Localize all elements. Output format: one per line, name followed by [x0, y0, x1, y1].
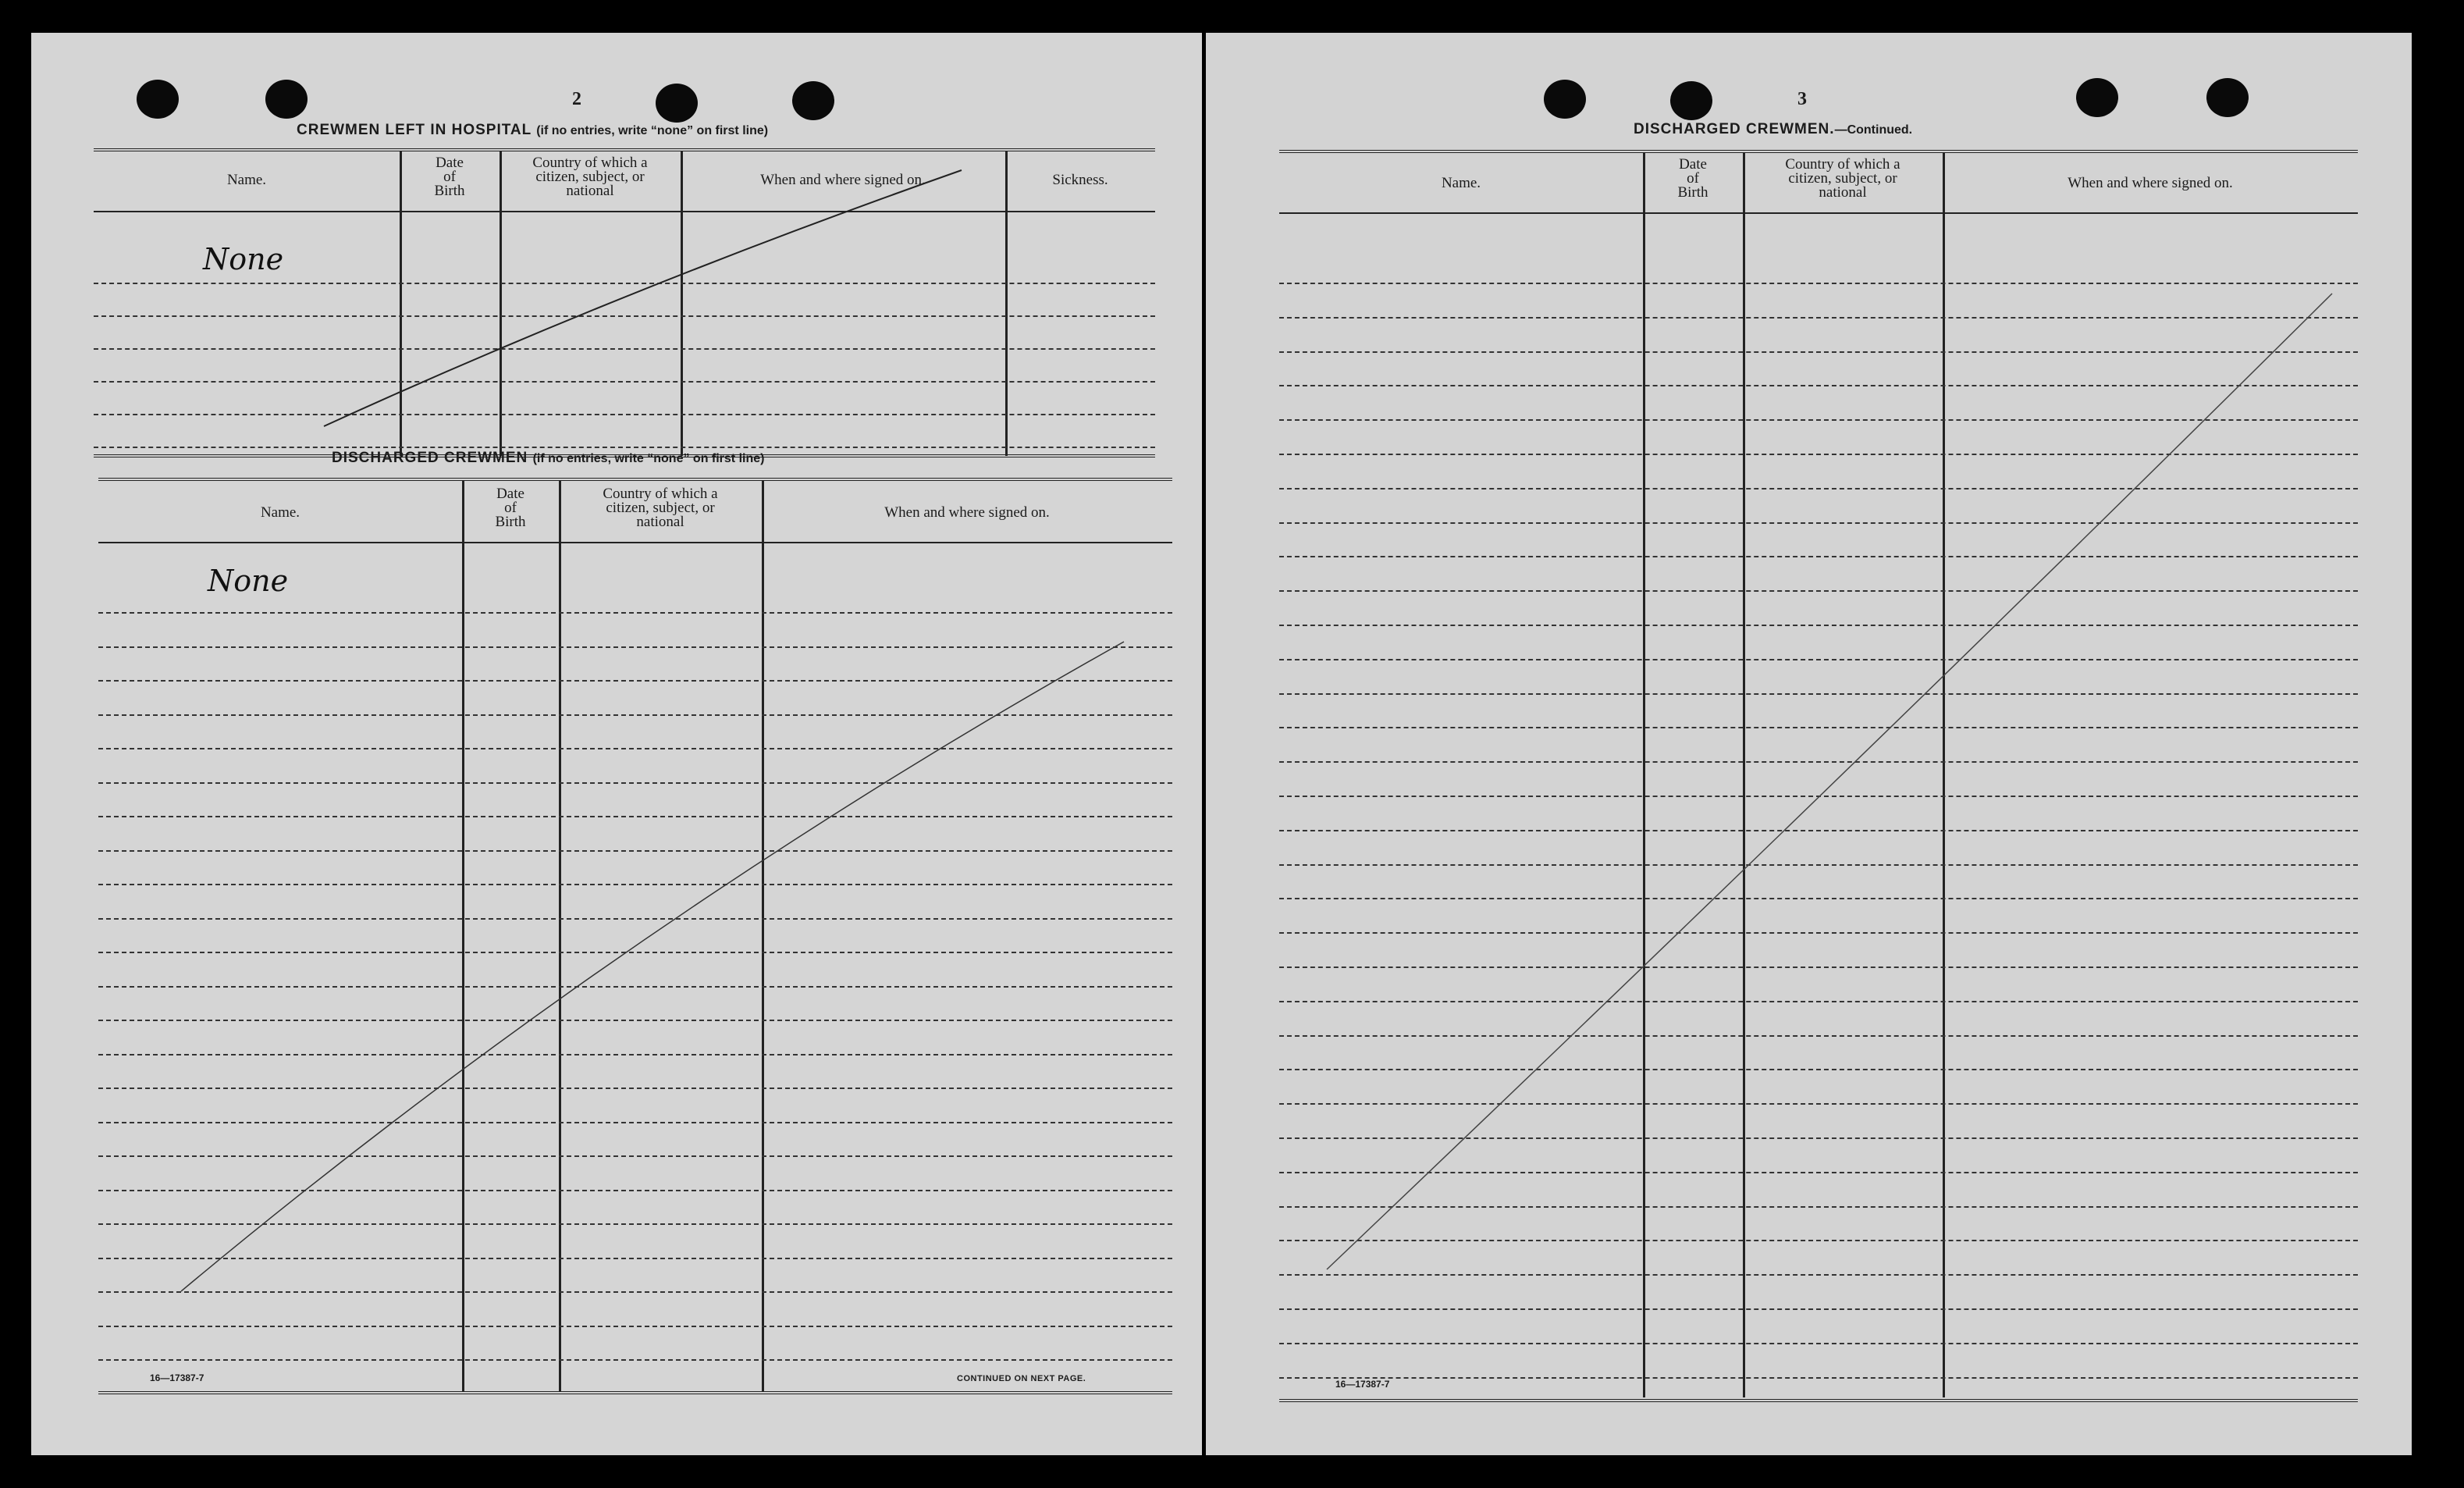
column-header-date-of-birth: Date of Birth: [495, 486, 526, 530]
punch-hole: [2076, 78, 2118, 117]
column-header-name: Name.: [1441, 175, 1481, 191]
hospital-table: [94, 148, 1155, 461]
entry-line: [1279, 385, 2358, 386]
table-top-rule: [98, 478, 1172, 481]
entry-line: [1279, 966, 2358, 968]
entry-line: [94, 414, 1155, 415]
entry-line: [1279, 590, 2358, 592]
form-code: 16—17387-7: [150, 1372, 204, 1383]
entry-line: [98, 1291, 1172, 1293]
entry-line: [1279, 1206, 2358, 1208]
column-header-country: Country of which a citizen, subject, or national: [603, 486, 718, 530]
entry-line: [98, 1020, 1172, 1021]
entry-line: [1279, 659, 2358, 660]
continued-title-text: DISCHARGED CREWMEN.: [1634, 121, 1835, 137]
right-page: [1206, 33, 2412, 1455]
entry-line: [98, 748, 1172, 749]
table-header-rule: [1279, 212, 2358, 214]
discharged-continued-table: [1279, 150, 2358, 1405]
entry-line: [98, 1190, 1172, 1191]
column-header-country: Country of which a citizen, subject, or national: [1785, 156, 1900, 201]
entry-line: [98, 646, 1172, 648]
entry-line: [98, 850, 1172, 852]
punch-hole: [265, 80, 308, 119]
entry-line: [1279, 556, 2358, 557]
discharged-section-title: [332, 450, 764, 467]
table-bottom-rule: [1279, 1399, 2358, 1402]
entry-line: [1279, 693, 2358, 695]
handwritten-entry: None: [208, 564, 289, 598]
entry-line: [1279, 522, 2358, 524]
column-divider: [1643, 153, 1645, 1397]
column-divider: [1743, 153, 1745, 1397]
entry-line: [1279, 317, 2358, 319]
hospital-title-text: CREWMEN LEFT IN HOSPITAL: [297, 122, 532, 138]
entry-line: [98, 680, 1172, 682]
entry-line: [98, 1223, 1172, 1225]
entry-line: [1279, 932, 2358, 934]
column-header-signed-on: When and where signed on.: [2068, 175, 2233, 191]
punch-hole: [1544, 80, 1586, 119]
punch-hole: [656, 84, 698, 123]
column-header-signed-on: When and where signed on.: [760, 172, 926, 188]
discharged-title-text: DISCHARGED CREWMEN: [332, 450, 528, 466]
handwritten-entry: None: [203, 242, 284, 276]
column-header-date-of-birth: Date of Birth: [434, 155, 465, 199]
entry-line: [1279, 796, 2358, 797]
column-divider: [762, 481, 764, 1391]
punch-hole: [137, 80, 179, 119]
entry-line: [98, 1088, 1172, 1089]
entry-line: [1279, 1377, 2358, 1379]
entry-line: [1279, 1308, 2358, 1310]
column-divider: [681, 151, 683, 456]
entry-line: [98, 782, 1172, 784]
entry-line: [1279, 727, 2358, 728]
column-header-signed-on: When and where signed on.: [884, 504, 1050, 521]
entry-line: [94, 283, 1155, 284]
entry-line: [98, 1122, 1172, 1123]
discharged-title-note: (if no entries, write “none” on first line): [532, 452, 765, 465]
entry-line: [98, 884, 1172, 885]
entry-line: [1279, 1035, 2358, 1037]
left-page: [31, 33, 1202, 1455]
entry-line: [98, 1258, 1172, 1259]
entry-line: [1279, 1069, 2358, 1070]
entry-line: [1279, 898, 2358, 899]
entry-line: [98, 714, 1172, 716]
form-code: 16—17387-7: [1335, 1379, 1390, 1390]
entry-line: [98, 1054, 1172, 1055]
entry-line: [98, 1326, 1172, 1327]
entry-line: [1279, 351, 2358, 353]
column-header-date-of-birth: Date of Birth: [1677, 156, 1708, 201]
entry-line: [94, 348, 1155, 350]
column-divider: [559, 481, 561, 1391]
entry-line: [98, 952, 1172, 953]
column-divider: [1943, 153, 1945, 1397]
entry-line: [1279, 283, 2358, 284]
table-top-rule: [1279, 150, 2358, 153]
punch-hole: [792, 81, 834, 120]
page-number: 3: [1797, 89, 1807, 109]
entry-line: [1279, 1103, 2358, 1105]
table-bottom-rule: [98, 1391, 1172, 1394]
entry-line: [94, 315, 1155, 317]
table-header-rule: [94, 211, 1155, 212]
discharged-table: [98, 478, 1172, 1399]
entry-line: [98, 612, 1172, 614]
entry-line: [98, 816, 1172, 817]
column-header-name: Name.: [226, 172, 267, 188]
entry-line: [1279, 419, 2358, 421]
entry-line: [1279, 1001, 2358, 1002]
entry-line: [1279, 625, 2358, 626]
entry-line: [1279, 864, 2358, 866]
column-header-name: Name.: [260, 504, 300, 521]
continued-note: CONTINUED ON NEXT PAGE.: [957, 1374, 1086, 1383]
entry-line: [1279, 761, 2358, 763]
entry-line: [1279, 1274, 2358, 1276]
entry-line: [98, 918, 1172, 920]
entry-line: [94, 447, 1155, 448]
entry-line: [1279, 1137, 2358, 1139]
column-header-sickness: Sickness.: [1052, 172, 1108, 188]
hospital-section-title: [297, 122, 768, 139]
column-header-country: Country of which a citizen, subject, or national: [532, 155, 648, 199]
entry-line: [98, 1155, 1172, 1157]
column-divider: [1005, 151, 1008, 456]
continued-title-suffix: —Continued.: [1834, 123, 1913, 137]
entry-line: [1279, 1172, 2358, 1173]
entry-line: [1279, 1343, 2358, 1344]
punch-hole: [1670, 81, 1712, 120]
entry-line: [98, 986, 1172, 988]
page-number: 2: [572, 89, 581, 109]
table-header-rule: [98, 542, 1172, 543]
discharged-continued-title: [1634, 121, 1912, 138]
hospital-title-note: (if no entries, write “none” on first line): [536, 124, 769, 137]
punch-hole: [2206, 78, 2249, 117]
table-top-rule: [94, 148, 1155, 151]
entry-line: [94, 381, 1155, 383]
entry-line: [1279, 454, 2358, 455]
entry-line: [98, 1359, 1172, 1361]
column-divider: [462, 481, 464, 1391]
entry-line: [1279, 488, 2358, 489]
entry-line: [1279, 830, 2358, 831]
entry-line: [1279, 1240, 2358, 1241]
